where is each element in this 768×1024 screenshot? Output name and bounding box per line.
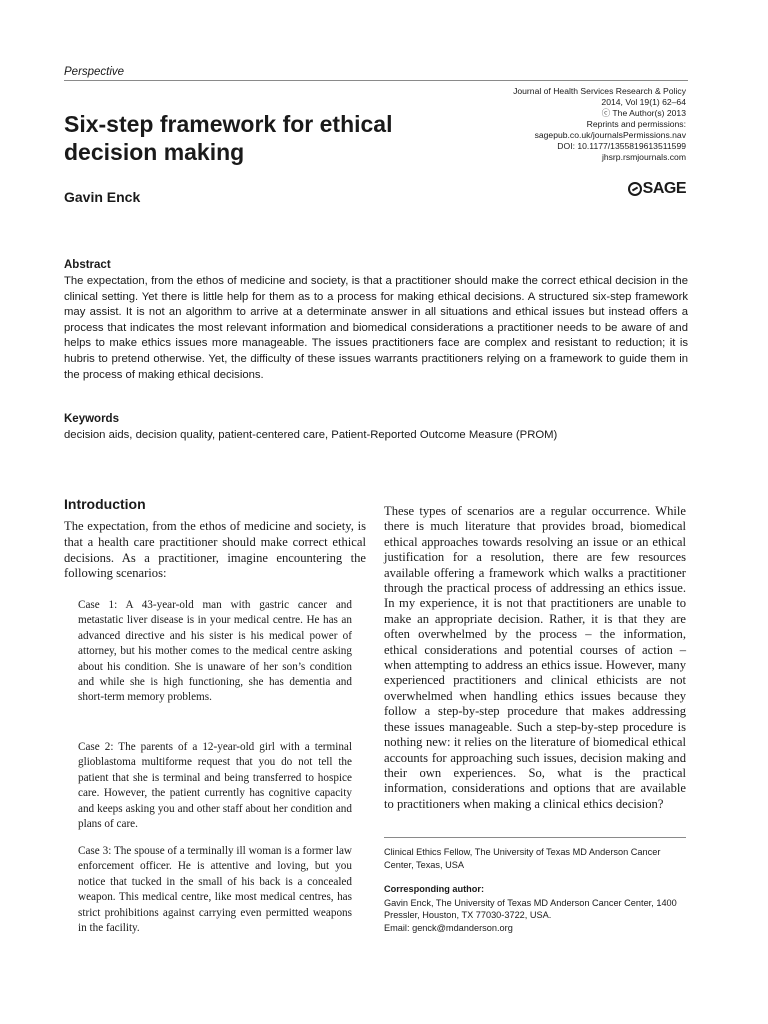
case-1-text: Case 1: A 43-year-old man with gastric cancer and metastatic liver disease is in your medical centre. He has an advanced directive and his sister is his medical power of attorney, but his mother comes to the medical centre asking about his condition. She is unaware of her son’s condition and while she is high functioning, she has dementia and short-term memory problems. [78,599,352,704]
case-2-text: Case 2: The parents of a 12-year-old girl with a terminal glioblastoma multiforme request that you do not tell the patient that she is terminal and being transferred to hospice care. However, the patient currently has cognitive capacity and keeps asking you and other staff about her condition and plans of care. [78,741,352,831]
reprints-label: Reprints and permissions: [586,119,686,129]
abstract-heading: Abstract [64,259,111,271]
corresponding-author-details [384,897,688,934]
right-column-paragraph: These types of scenarios are a regular occurrence. While there is much literature that provides broad, biomedical ethical approaches towards resolving an issue or an ethical justification for a resolution, there are few resources available offering a framework which walks a practitioner through the practical process of addressing an ethics issue. In my experience, it is not that practitioners are unable to make an appropriate decision. Rather, it is that they are often overwhelmed by the process – the information, ethical considerations and potential courses of action – when attempting to address an ethics issue. However, many experienced practitioners and clinical ethicists are not overwhelmed when handling ethics issues because they follow a step-by-step procedure that makes addressing these issues manageable. Such a step-by-step procedure is nothing new: it relies on the literature of biomedical ethical accounts for approaching such issues, decision making and their own experiences. So, what is the practical information, considerations and options that are available to practitioners when making a clinical ethics decision? [384,504,686,811]
corresponding-email[interactable]: Email: genck@mdanderson.org [384,922,513,933]
copyright-line: ⓒ The Author(s) 2013 [601,108,686,118]
abstract-text: The expectation, from the ethos of medicine and society, is that a practitioner should make the correct ethical decision in the clinical setting. Yet there is little help for them as to a process for making ethical decisions. A structured six-step framework may assist. It is not an algorithm to arrive at a determinate answer in all situations and ethical issues but instead offers a process that indicates the most relevant information and biomedical considerations a practitioner needs to be aware of and helps to make ethics issues more manageable. The issues practitioners face are complex and resistant to reduction; it is hubris to pretend otherwise. Yet, the difficulty of these issues warrants practitioners relying on a framework to guide them in the process of making ethical decisions. [64,275,688,381]
case-3-text: Case 3: The spouse of a terminally ill woman is a former law enforcement officer. He is attentive and loving, but you notice that tucked in the small of his back is a concealed weapon. This medical centre, like most medical centres, has strict prohibitions against carrying even permitted weapons in the facility. [78,845,352,935]
doi-line[interactable]: DOI: 10.1177/1355819613511599 [557,141,686,151]
journal-info [506,86,686,163]
corresponding-author-heading: Corresponding author: [384,884,485,894]
corresponding-address: Gavin Enck, The University of Texas MD Anderson Cancer Center, 1400 Pressler, Houston, TX 77030-3722, USA. [384,898,677,921]
header-rule [64,80,688,81]
journal-website[interactable]: jhsrp.rsmjournals.com [601,152,686,162]
introduction-paragraph: The expectation, from the ethos of medicine and society, is that a health care practitioner should make correct ethical decisions. As a practitioner, imagine encountering the following scenarios: [64,519,366,581]
publisher-name: SAGE [642,180,686,197]
affiliation-note: Clinical Ethics Fellow, The University of Texas MD Anderson Cancer Center, Texas, USA [384,847,661,870]
keywords-text: decision aids, decision quality, patient-centered care, Patient-Reported Outcome Measure (PROM) [64,429,558,441]
permissions-link[interactable]: sagepub.co.uk/journalsPermissions.nav [534,130,686,140]
journal-volume: 2014, Vol 19(1) 62–64 [601,97,686,107]
section-label: Perspective [64,66,125,78]
introduction-heading: Introduction [64,496,146,512]
sage-logo-icon [628,182,642,196]
author-name: Gavin Enck [64,189,141,205]
journal-name: Journal of Health Services Research & Policy [513,86,686,96]
footnote-rule [384,837,686,838]
article-title: Six-step framework for ethical decision making [64,111,393,165]
publisher-logo [628,180,686,198]
keywords-heading: Keywords [64,413,119,425]
